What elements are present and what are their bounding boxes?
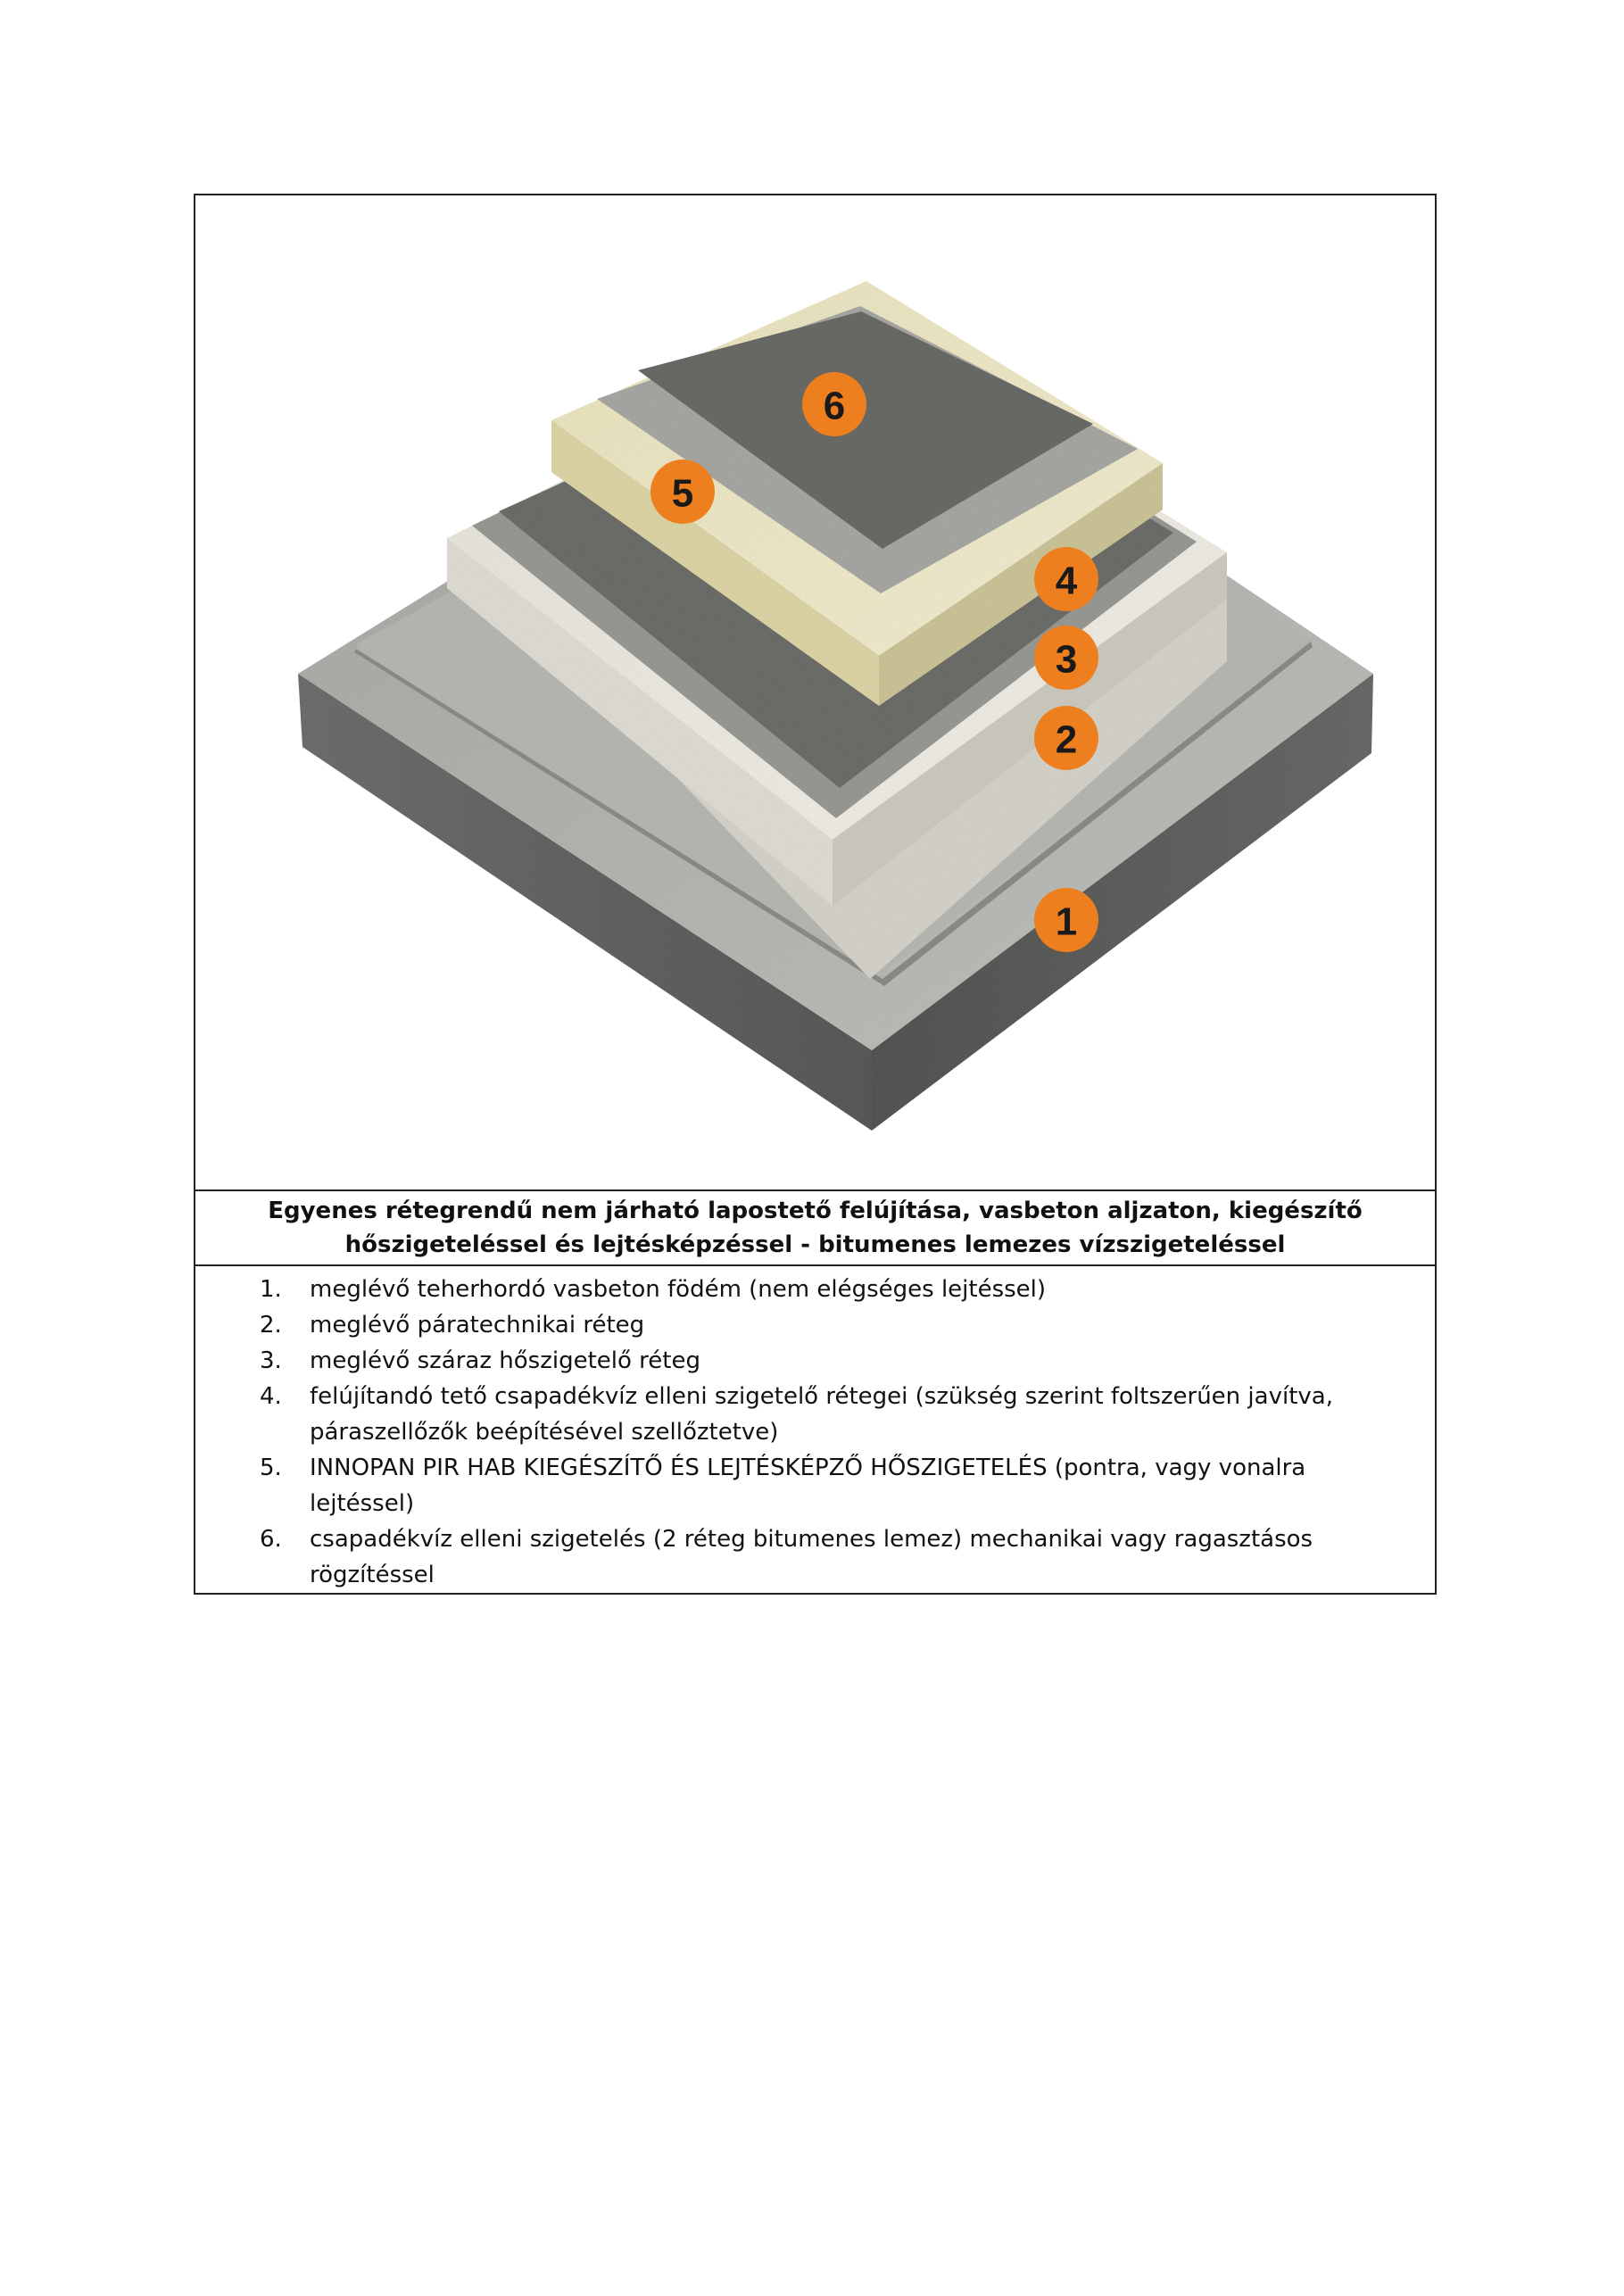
badge-5-label: 5 — [671, 471, 694, 516]
title-line-2: hőszigeteléssel és lejtésképzéssel - bitumenes lemezes vízszigeteléssel — [344, 1231, 1286, 1258]
list-item-text-continued: lejtéssel) — [310, 1490, 415, 1517]
list-item-text: meglévő száraz hőszigetelő réteg — [310, 1347, 700, 1374]
list-item-number: 1. — [260, 1276, 282, 1303]
list-item-2 — [195, 1307, 1435, 1343]
list-item-number: 3. — [260, 1347, 282, 1374]
badge-6-label: 6 — [823, 384, 846, 428]
badge-3 — [1034, 626, 1098, 690]
badge-4 — [1034, 547, 1098, 611]
list-item-number: 2. — [260, 1312, 282, 1339]
layer-list-cell — [195, 1266, 1435, 1593]
layer-stack-illustration — [195, 195, 1435, 1189]
badge-2-label: 2 — [1055, 717, 1078, 762]
badge-2 — [1034, 706, 1098, 770]
list-item-6 — [195, 1521, 1435, 1593]
badge-5 — [650, 460, 715, 524]
title-cell — [195, 1191, 1435, 1266]
list-item-number: 4. — [260, 1383, 282, 1410]
list-item-text: meglévő páratechnikai réteg — [310, 1312, 645, 1339]
badge-3-label: 3 — [1055, 637, 1078, 682]
list-item-1 — [195, 1272, 1435, 1307]
layer-stack-illustration-cell — [195, 195, 1435, 1191]
list-item-3 — [195, 1343, 1435, 1379]
layer-detail-table — [194, 194, 1437, 1595]
list-item-5 — [195, 1450, 1435, 1521]
badge-4-label: 4 — [1055, 559, 1078, 603]
list-item-number: 6. — [260, 1526, 282, 1553]
badge-1-label: 1 — [1055, 899, 1078, 944]
list-item-text-continued: páraszellőzők beépítésével szellőztetve) — [310, 1419, 779, 1446]
title-line-1: Egyenes rétegrendű nem járható lapostető felújítása, vasbeton aljzaton, kiegészítő — [268, 1198, 1363, 1224]
list-item-4 — [195, 1379, 1435, 1450]
badge-6 — [802, 372, 866, 436]
list-item-number: 5. — [260, 1455, 282, 1481]
list-item-text-continued: rögzítéssel — [310, 1562, 435, 1588]
badge-1 — [1034, 888, 1098, 952]
list-item-text: csapadékvíz elleni szigetelés (2 réteg bitumenes lemez) mechanikai vagy ragasztásos — [310, 1526, 1313, 1553]
list-item-text: meglévő teherhordó vasbeton födém (nem elégséges lejtéssel) — [310, 1276, 1047, 1303]
list-item-text: INNOPAN PIR HAB KIEGÉSZÍTŐ ÉS LEJTÉSKÉPZŐ HŐSZIGETELÉS (pontra, vagy vonalra — [310, 1455, 1306, 1481]
list-item-text: felújítandó tető csapadékvíz elleni szigetelő rétegei (szükség szerint foltszerűen javítva, — [310, 1383, 1333, 1410]
layer-list — [195, 1266, 1435, 1593]
